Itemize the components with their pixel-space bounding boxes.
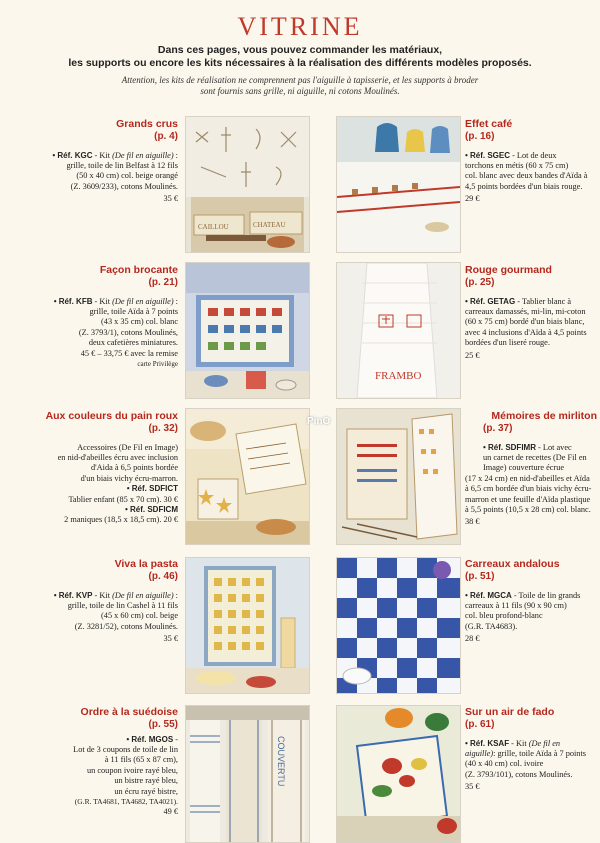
product-page: (p. 46) bbox=[148, 570, 178, 582]
product-desc-line: col. blanc avec deux bandes d'Aïda à bbox=[465, 171, 588, 181]
intro-line: Dans ces pages, vous pouvez commander les matériaux, bbox=[157, 44, 443, 56]
product-carreaux-andalous bbox=[465, 558, 595, 645]
intro-line: les supports ou encore les kits nécessaires à la réalisation des différents modèles proposés. bbox=[68, 57, 532, 69]
page-title: VITRINE bbox=[237, 12, 363, 41]
product-desc-line: bordées d'un liseré rouge. bbox=[465, 338, 550, 348]
product-desc-line: (G.R. TA4681, TA4682, TA4021). bbox=[74, 796, 178, 806]
product-memoires-mirliton bbox=[465, 410, 597, 528]
product-desc-line: un bistre rayé bleu, bbox=[114, 776, 178, 786]
product-ref-line: • Réf. GETAG - Tablier blanc à bbox=[465, 296, 572, 306]
watermark: PinO bbox=[307, 416, 331, 427]
photo-effet-cafe bbox=[336, 116, 461, 253]
product-price: 25 € bbox=[465, 350, 480, 360]
product-rouge-gourmand bbox=[465, 264, 595, 361]
intro-text bbox=[40, 44, 560, 70]
product-desc-line: torchons en métis (60 x 75 cm) bbox=[465, 160, 569, 170]
product-desc-line: un coupon ivoire rayé bleu, bbox=[86, 765, 178, 775]
product-title: Viva la pasta bbox=[114, 558, 178, 570]
product-ref-line: • Réf. KSAF - Kit (De fil en bbox=[465, 738, 561, 748]
product-desc-line: deux cafetières miniatures. bbox=[88, 338, 178, 348]
product-desc-line: à 6,5 cm bordée d'un biais vichy écru- bbox=[465, 484, 592, 494]
product-ref-line: • Réf. SGEC - Lot de deux bbox=[465, 150, 557, 160]
product-desc-line: à 5,5 points (10,5 x 28 cm) col. blanc. bbox=[465, 504, 591, 514]
product-page: (p. 32) bbox=[148, 422, 178, 434]
product-grands-crus bbox=[30, 118, 178, 205]
product-desc-line: (Z. 3609/233), cotons Moulinés. bbox=[70, 181, 178, 191]
product-desc-line: (17 x 24 cm) en nid-d'abeilles et Aïda bbox=[465, 473, 590, 483]
product-page: (p. 61) bbox=[465, 718, 495, 730]
product-desc-line: Image) couverture écrue bbox=[483, 463, 565, 473]
grands-crus-label-1: CAILLOU bbox=[198, 223, 229, 231]
note-line: sont fournis sans grille, ni aiguille, ni cotons Moulinés. bbox=[200, 86, 400, 96]
product-effet-cafe bbox=[465, 118, 595, 205]
photo-air-de-fado bbox=[336, 705, 461, 843]
product-ref-line: • Réf. MGOS - bbox=[126, 734, 178, 744]
product-price: 29 € bbox=[465, 194, 480, 204]
product-desc-line: Accessoires (De Fil en Image) bbox=[77, 442, 178, 452]
product-page: (p. 51) bbox=[465, 570, 495, 582]
product-ref-line: • Réf. SDFICM bbox=[125, 504, 178, 514]
product-price: 49 € bbox=[163, 807, 178, 817]
product-desc-line: (60 x 75 cm) bordé d'un biais blanc, bbox=[465, 317, 585, 327]
product-desc-line: (Z. 3281/52), cotons Moulinés. bbox=[74, 621, 178, 631]
product-title: Grands crus bbox=[116, 118, 178, 130]
product-page: (p. 4) bbox=[154, 130, 178, 142]
product-desc-line: (G.R. TA4683). bbox=[465, 621, 518, 631]
photo-rouge-gourmand bbox=[336, 262, 461, 399]
product-desc-line: (45 x 60 cm) col. beige bbox=[101, 611, 178, 621]
photo-ordre-suedoise bbox=[185, 705, 310, 843]
note-line: Attention, les kits de réalisation ne comprennent pas l'aiguille à tapisserie, et les supports à broder bbox=[121, 75, 479, 85]
photo-memoires-mirliton bbox=[336, 408, 461, 545]
product-title: Façon brocante bbox=[99, 264, 178, 276]
product-air-de-fado bbox=[465, 706, 595, 793]
product-title: Sur un air de fado bbox=[465, 706, 555, 718]
product-ref-line: • Réf. SDFICT bbox=[126, 484, 178, 494]
product-title: Carreaux andalous bbox=[465, 558, 560, 570]
product-desc-line: (50 x 40 cm) col. beige orangé bbox=[76, 171, 178, 181]
product-title: Rouge gourmand bbox=[465, 264, 552, 276]
product-desc-line: un carnet de recettes (De Fil en bbox=[483, 452, 587, 462]
product-page: (p. 21) bbox=[148, 276, 178, 288]
product-desc-line: (Z. 3793/101), cotons Moulinés. bbox=[465, 769, 573, 779]
product-desc-line: 45 € – 33,75 € avec la remise bbox=[80, 348, 178, 358]
photo-carreaux-andalous bbox=[336, 557, 461, 694]
product-desc-line: un écru rayé bistre, bbox=[114, 786, 178, 796]
product-title: Effet café bbox=[465, 118, 513, 130]
product-title: Aux couleurs du pain roux bbox=[45, 410, 178, 422]
product-desc-line: marron et une feuille d'Aïda plastique bbox=[465, 494, 591, 504]
product-desc-line: (40 x 40 cm) col. ivoire bbox=[465, 759, 544, 769]
product-ref-line: • Réf. KFB - Kit (De fil en aiguille) : bbox=[53, 296, 178, 306]
product-desc-line: grille, toile de lin Belfast à 12 fils bbox=[66, 160, 178, 170]
product-ordre-suedoise bbox=[30, 706, 178, 818]
rouge-gourmand-label: FRAMBO bbox=[375, 370, 422, 382]
product-desc-line: carreaux damassés, mi-lin, mi-coton bbox=[465, 306, 586, 316]
product-title: Mémoires de mirliton bbox=[491, 410, 597, 422]
product-desc-line: grille, toile de lin Cashel à 11 fils bbox=[67, 600, 178, 610]
product-desc-line: col. bleu profond-blanc bbox=[465, 611, 543, 621]
product-ref-line: • Réf. MGCA - Toile de lin grands bbox=[465, 590, 581, 600]
product-ref-line: • Réf. SDFIMR - Lot avec bbox=[483, 442, 572, 452]
product-desc-line: (Z. 3793/1), cotons Moulinés, bbox=[78, 327, 178, 337]
intro-note bbox=[40, 75, 560, 97]
product-desc-line: carreaux à 11 fils (90 x 90 cm) bbox=[465, 600, 567, 610]
product-ref-line: • Réf. KGC - Kit (De fil en aiguille) : bbox=[52, 150, 178, 160]
product-price: 28 € bbox=[465, 634, 480, 644]
photo-pain-roux bbox=[185, 408, 310, 545]
product-desc-line: avec 4 inclusions d'Aïda à 4,5 points bbox=[465, 327, 587, 337]
product-desc-line: 4,5 points bordées d'un biais rouge. bbox=[465, 181, 583, 191]
product-desc-line: Tablier enfant (85 x 70 cm). 30 € bbox=[68, 494, 178, 504]
product-desc-line: d'Aida à 6,5 points bordée bbox=[91, 463, 178, 473]
product-page: (p. 55) bbox=[148, 718, 178, 730]
product-desc-line: carte Privilège bbox=[137, 359, 178, 368]
product-desc-line: 2 maniques (18,5 x 18,5 cm). 20 € bbox=[64, 515, 178, 525]
product-facon-brocante bbox=[30, 264, 178, 369]
photo-facon-brocante bbox=[185, 262, 310, 399]
product-page: (p. 16) bbox=[465, 130, 495, 142]
product-desc-line: d'un biais vichy écru-marron. bbox=[80, 473, 178, 483]
product-title: Ordre à la suédoise bbox=[80, 706, 178, 718]
product-pain-roux bbox=[20, 410, 178, 526]
product-desc-line: (43 x 35 cm) col. blanc bbox=[101, 317, 178, 327]
photo-grands-crus bbox=[185, 116, 310, 253]
product-page: (p. 37) bbox=[483, 422, 513, 434]
product-desc-line: aiguille): grille, toile Aïda à 7 points bbox=[465, 748, 586, 758]
product-page: (p. 25) bbox=[465, 276, 495, 288]
product-desc-line: Lot de 3 coupons de toile de lin bbox=[73, 744, 178, 754]
product-desc-line: en nid-d'abeilles écru avec inclusion bbox=[57, 452, 178, 462]
product-price: 38 € bbox=[465, 517, 480, 527]
photo-viva-la-pasta bbox=[185, 557, 310, 694]
product-price: 35 € bbox=[465, 782, 480, 792]
product-price: 35 € bbox=[163, 194, 178, 204]
product-ref-line: • Réf. KVP - Kit (De fil en aiguille) : bbox=[53, 590, 178, 600]
product-desc-line: grille, toile Aïda à 7 points bbox=[89, 306, 178, 316]
grands-crus-label-2: CHATEAU bbox=[253, 221, 286, 229]
product-viva-la-pasta bbox=[30, 558, 178, 645]
product-desc-line: à 11 fils (65 x 87 cm), bbox=[104, 755, 178, 765]
ordre-label: COUVERTU bbox=[276, 736, 286, 787]
product-price: 35 € bbox=[163, 634, 178, 644]
